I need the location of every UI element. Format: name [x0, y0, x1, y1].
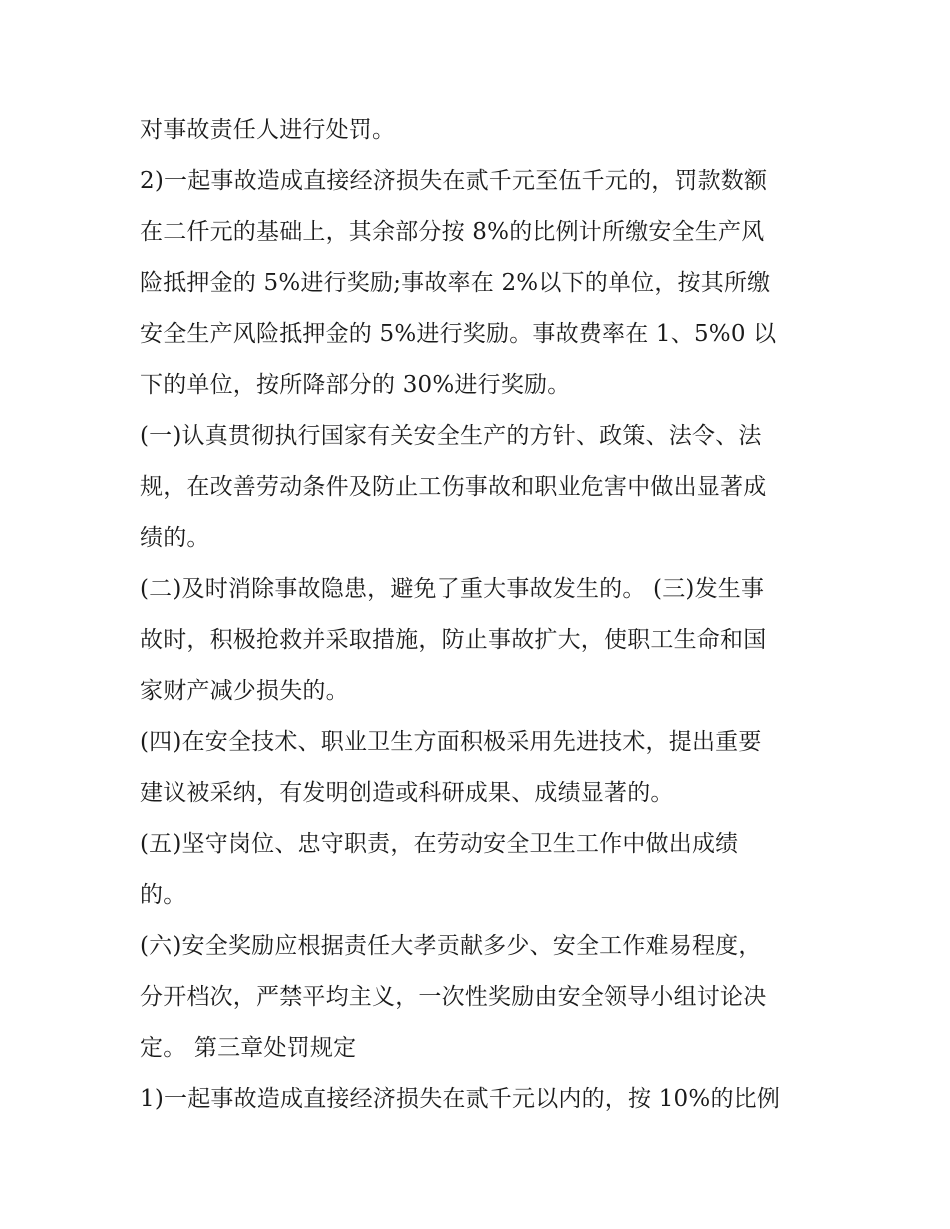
text-line: 1)一起事故造成直接经济损失在贰千元以内的，按 10%的比例 — [140, 1086, 781, 1112]
text-line: 的。 — [140, 882, 187, 908]
text-line: (四)在安全技术、职业卫生方面积极采用先进技术，提出重要 — [140, 729, 762, 755]
text-line: 建议被采纳，有发明创造或科研成果、成绩显著的。 — [140, 780, 674, 806]
text-line: (二)及时消除事故隐患，避免了重大事故发生的。 (三)发生事 — [140, 576, 765, 602]
text-line: 在二仟元的基础上，其余部分按 8%的比例计所缴安全生产风 — [140, 219, 765, 245]
text-line: 绩的。 — [140, 525, 210, 551]
text-line: 下的单位，按所降部分的 30%进行奖励。 — [140, 372, 571, 398]
text-line: 分开档次，严禁平均主义，一次性奖励由安全领导小组讨论决 — [140, 984, 767, 1010]
text-line: 规，在改善劳动条件及防止工伤事故和职业危害中做出显著成 — [140, 474, 767, 500]
text-line: 故时，积极抢救并采取措施，防止事故扩大，使职工生命和国 — [140, 627, 767, 653]
text-line: 2)一起事故造成直接经济损失在贰千元至伍千元的，罚款数额 — [140, 168, 768, 194]
text-line: 定。 第三章处罚规定 — [140, 1035, 357, 1061]
text-line: 安全生产风险抵押金的 5%进行奖励。事故费率在 1、5%0 以 — [140, 321, 777, 347]
text-line: (五)坚守岗位、忠守职责，在劳动安全卫生工作中做出成绩 — [140, 831, 739, 857]
text-line: 险抵押金的 5%进行奖励;事故率在 2%以下的单位，按其所缴 — [140, 270, 771, 296]
text-line: (六)安全奖励应根据责任大孝贡献多少、安全工作难易程度， — [140, 933, 762, 959]
text-line: 对事故责任人进行处罚。 — [140, 117, 396, 143]
text-line: 家财产减少损失的。 — [140, 678, 349, 704]
document-body — [140, 105, 830, 1125]
text-line: (一)认真贯彻执行国家有关安全生产的方针、政策、法令、法 — [140, 423, 762, 449]
